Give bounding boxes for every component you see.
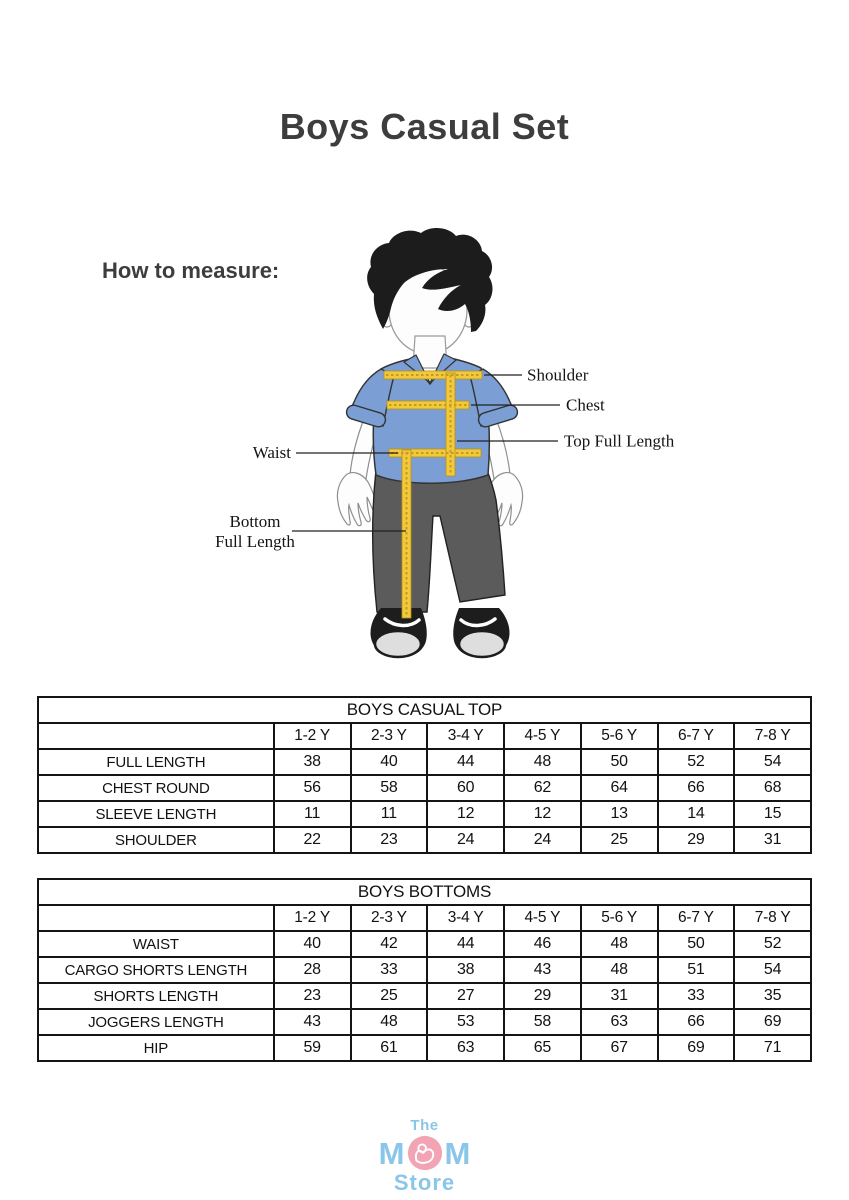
size-value: 71 <box>734 1035 811 1061</box>
measurement-label: SLEEVE LENGTH <box>38 801 274 827</box>
logo-text-the: The <box>410 1117 439 1134</box>
table-row <box>38 983 811 1009</box>
table-corner-cell <box>38 905 274 931</box>
measurement-label: WAIST <box>38 931 274 957</box>
size-value: 24 <box>427 827 504 853</box>
label-top-full-length: Top Full Length <box>564 431 675 451</box>
size-value: 52 <box>658 749 735 775</box>
size-value: 14 <box>658 801 735 827</box>
table-row <box>38 801 811 827</box>
size-value: 66 <box>658 1009 735 1035</box>
table-row <box>38 749 811 775</box>
size-value: 15 <box>734 801 811 827</box>
size-value: 66 <box>658 775 735 801</box>
size-value: 33 <box>351 957 428 983</box>
mom-and-baby-icon <box>406 1134 444 1172</box>
size-value: 12 <box>427 801 504 827</box>
size-value: 48 <box>351 1009 428 1035</box>
size-value: 68 <box>734 775 811 801</box>
size-value: 50 <box>581 749 658 775</box>
size-value: 22 <box>274 827 351 853</box>
table-corner-cell <box>38 723 274 749</box>
size-value: 62 <box>504 775 581 801</box>
size-value: 31 <box>581 983 658 1009</box>
measurement-label: HIP <box>38 1035 274 1061</box>
size-value: 48 <box>581 931 658 957</box>
size-column-header: 5-6 Y <box>581 723 658 749</box>
table-row <box>38 957 811 983</box>
size-value: 48 <box>581 957 658 983</box>
label-bottom-full-length-1: Bottom <box>229 512 281 531</box>
size-value: 31 <box>734 827 811 853</box>
size-value: 44 <box>427 931 504 957</box>
measurement-label: SHORTS LENGTH <box>38 983 274 1009</box>
size-column-header: 2-3 Y <box>351 905 428 931</box>
logo-m-left: M <box>378 1135 405 1171</box>
size-value: 54 <box>734 957 811 983</box>
size-value: 23 <box>274 983 351 1009</box>
table-row <box>38 827 811 853</box>
size-value: 25 <box>351 983 428 1009</box>
measurement-label: SHOULDER <box>38 827 274 853</box>
size-value: 13 <box>581 801 658 827</box>
size-value: 58 <box>351 775 428 801</box>
size-value: 52 <box>734 931 811 957</box>
size-value: 58 <box>504 1009 581 1035</box>
measurement-label: JOGGERS LENGTH <box>38 1009 274 1035</box>
brand-logo <box>0 1118 849 1194</box>
label-chest: Chest <box>566 395 605 415</box>
size-value: 28 <box>274 957 351 983</box>
label-waist: Waist <box>252 443 291 462</box>
table-row <box>38 775 811 801</box>
table-title: BOYS BOTTOMS <box>38 879 811 905</box>
size-value: 51 <box>658 957 735 983</box>
size-value: 42 <box>351 931 428 957</box>
size-value: 59 <box>274 1035 351 1061</box>
size-value: 23 <box>351 827 428 853</box>
label-shoulder: Shoulder <box>527 365 589 385</box>
size-value: 48 <box>504 749 581 775</box>
table-header-row <box>38 905 811 931</box>
size-table-casual-top <box>37 696 812 854</box>
size-value: 56 <box>274 775 351 801</box>
size-value: 11 <box>274 801 351 827</box>
size-value: 11 <box>351 801 428 827</box>
size-value: 63 <box>581 1009 658 1035</box>
size-column-header: 3-4 Y <box>427 723 504 749</box>
size-value: 24 <box>504 827 581 853</box>
table-title-row <box>38 697 811 723</box>
table-row <box>38 1009 811 1035</box>
size-value: 60 <box>427 775 504 801</box>
size-value: 61 <box>351 1035 428 1061</box>
table-title: BOYS CASUAL TOP <box>38 697 811 723</box>
size-value: 29 <box>504 983 581 1009</box>
size-column-header: 3-4 Y <box>427 905 504 931</box>
table-title-row <box>38 879 811 905</box>
size-value: 12 <box>504 801 581 827</box>
how-to-measure-heading: How to measure: <box>102 258 280 283</box>
size-value: 63 <box>427 1035 504 1061</box>
size-value: 50 <box>658 931 735 957</box>
page-title: Boys Casual Set <box>279 106 570 147</box>
table-row <box>38 931 811 957</box>
size-value: 67 <box>581 1035 658 1061</box>
size-value: 44 <box>427 749 504 775</box>
size-column-header: 1-2 Y <box>274 905 351 931</box>
size-value: 27 <box>427 983 504 1009</box>
logo-text-store: Store <box>393 1170 456 1195</box>
size-table-bottoms <box>37 878 812 1062</box>
measurement-label: CARGO SHORTS LENGTH <box>38 957 274 983</box>
size-column-header: 6-7 Y <box>658 905 735 931</box>
size-value: 33 <box>658 983 735 1009</box>
measurement-label: FULL LENGTH <box>38 749 274 775</box>
size-value: 43 <box>504 957 581 983</box>
shoe-left <box>370 608 426 658</box>
logo-m-right: M <box>444 1135 471 1171</box>
size-column-header: 5-6 Y <box>581 905 658 931</box>
size-value: 69 <box>658 1035 735 1061</box>
size-column-header: 6-7 Y <box>658 723 735 749</box>
size-column-header: 4-5 Y <box>504 723 581 749</box>
logo-text-mom <box>0 1134 849 1172</box>
size-column-header: 1-2 Y <box>274 723 351 749</box>
size-value: 38 <box>427 957 504 983</box>
size-value: 54 <box>734 749 811 775</box>
pants <box>373 468 505 612</box>
boy-measurement-illustration <box>0 228 849 680</box>
size-column-header: 7-8 Y <box>734 905 811 931</box>
size-column-header: 4-5 Y <box>504 905 581 931</box>
measurement-label: CHEST ROUND <box>38 775 274 801</box>
size-value: 25 <box>581 827 658 853</box>
label-bottom-full-length-2: Full Length <box>215 532 295 551</box>
size-value: 65 <box>504 1035 581 1061</box>
size-value: 43 <box>274 1009 351 1035</box>
size-value: 35 <box>734 983 811 1009</box>
size-value: 53 <box>427 1009 504 1035</box>
table-row <box>38 1035 811 1061</box>
size-value: 64 <box>581 775 658 801</box>
size-value: 46 <box>504 931 581 957</box>
size-column-header: 7-8 Y <box>734 723 811 749</box>
size-value: 38 <box>274 749 351 775</box>
shoe-right <box>453 608 509 658</box>
size-value: 29 <box>658 827 735 853</box>
size-value: 40 <box>351 749 428 775</box>
table-header-row <box>38 723 811 749</box>
size-column-header: 2-3 Y <box>351 723 428 749</box>
size-value: 69 <box>734 1009 811 1035</box>
size-value: 40 <box>274 931 351 957</box>
